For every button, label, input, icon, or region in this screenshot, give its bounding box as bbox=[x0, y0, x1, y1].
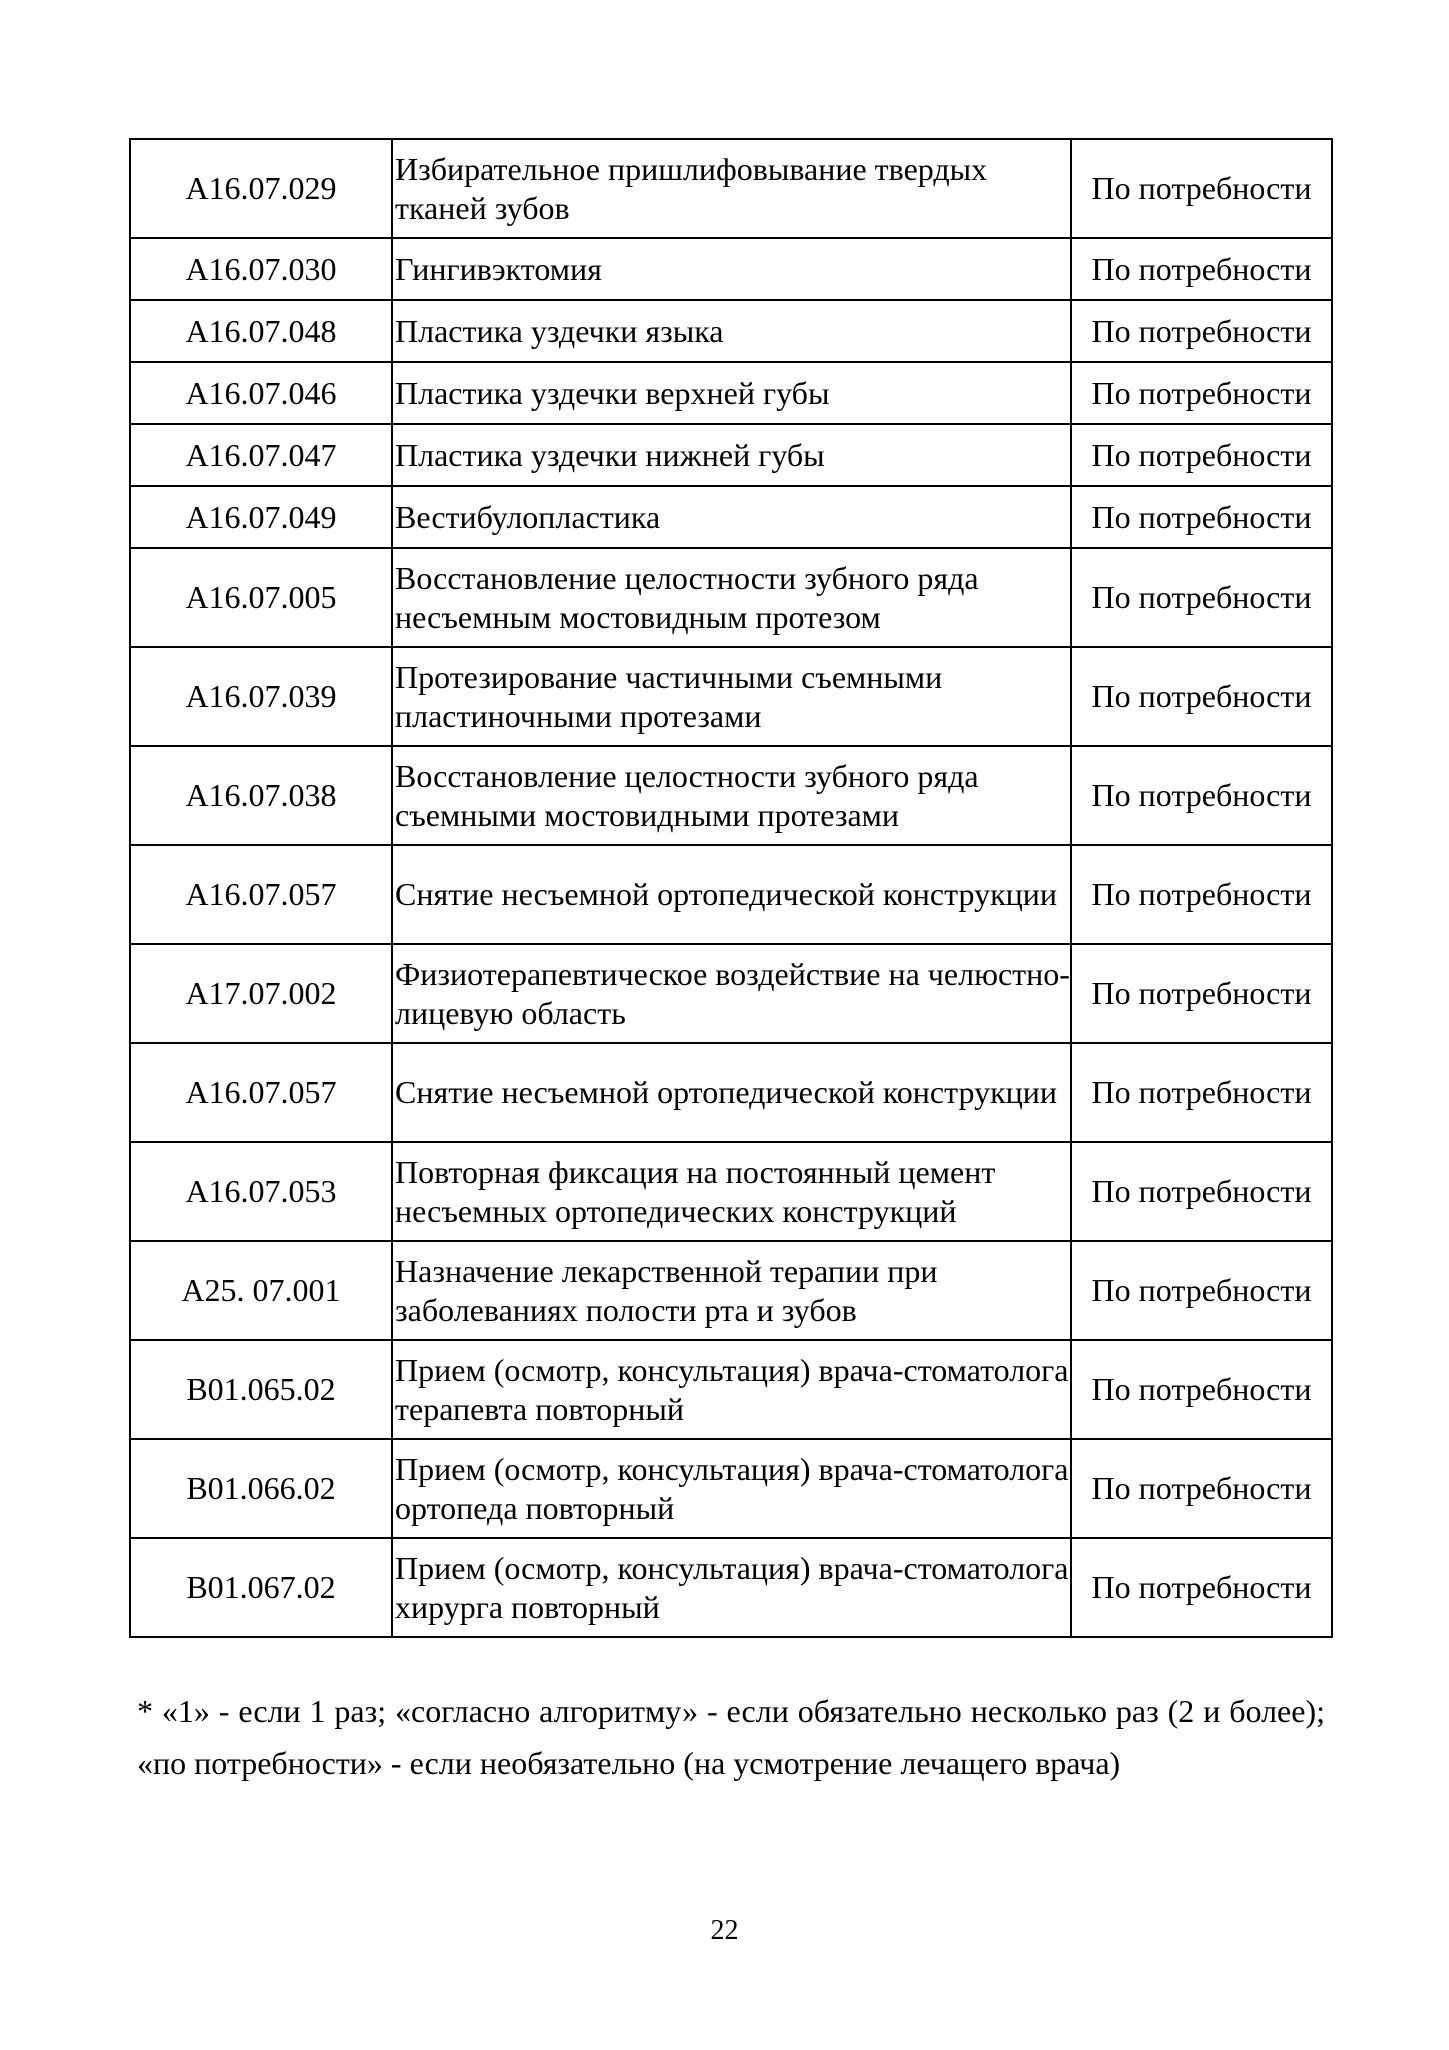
service-code-cell: A17.07.002 bbox=[130, 944, 392, 1043]
table-row bbox=[130, 238, 1332, 300]
table-row bbox=[130, 746, 1332, 845]
service-code-cell: A16.07.046 bbox=[130, 362, 392, 424]
service-name-cell: Снятие несъемной ортопедической конструкции bbox=[392, 845, 1071, 944]
footnote: * «1» - если 1 раз; «согласно алгоритму» - если обязательно несколько раз (2 и более); «по потребности» - если необязательно (на усмотрение лечащего врача) bbox=[137, 1693, 1325, 1781]
service-name-cell: Пластика уздечки нижней губы bbox=[392, 424, 1071, 486]
service-code-cell: B01.067.02 bbox=[130, 1538, 392, 1637]
services-table bbox=[129, 138, 1333, 1638]
service-code-cell: A16.07.039 bbox=[130, 647, 392, 746]
service-name-cell: Прием (осмотр, консультация) врача-стоматолога хирурга повторный bbox=[392, 1538, 1071, 1637]
table-row bbox=[130, 845, 1332, 944]
service-name-cell: Восстановление целостности зубного ряда несъемным мостовидным протезом bbox=[392, 548, 1071, 647]
frequency-cell: По потребности bbox=[1071, 486, 1332, 548]
service-name-cell: Избирательное пришлифовывание твердых тканей зубов bbox=[392, 139, 1071, 238]
service-name-cell: Снятие несъемной ортопедической конструкции bbox=[392, 1043, 1071, 1142]
service-name-cell: Пластика уздечки верхней губы bbox=[392, 362, 1071, 424]
service-code-cell: A16.07.030 bbox=[130, 238, 392, 300]
service-name-cell: Восстановление целостности зубного ряда съемными мостовидными протезами bbox=[392, 746, 1071, 845]
service-name-cell: Прием (осмотр, консультация) врача-стоматолога ортопеда повторный bbox=[392, 1439, 1071, 1538]
service-code-cell: A16.07.047 bbox=[130, 424, 392, 486]
table-row bbox=[130, 424, 1332, 486]
table-row bbox=[130, 1340, 1332, 1439]
table-row bbox=[130, 548, 1332, 647]
frequency-cell: По потребности bbox=[1071, 139, 1332, 238]
service-code-cell: A16.07.053 bbox=[130, 1142, 392, 1241]
frequency-cell: По потребности bbox=[1071, 1340, 1332, 1439]
service-name-cell: Прием (осмотр, консультация) врача-стоматолога терапевта повторный bbox=[392, 1340, 1071, 1439]
service-code-cell: A16.07.049 bbox=[130, 486, 392, 548]
frequency-cell: По потребности bbox=[1071, 845, 1332, 944]
table-row bbox=[130, 139, 1332, 238]
frequency-cell: По потребности bbox=[1071, 1043, 1332, 1142]
service-name-cell: Вестибулопластика bbox=[392, 486, 1071, 548]
service-code-cell: B01.066.02 bbox=[130, 1439, 392, 1538]
service-name-cell: Физиотерапевтическое воздействие на челюстно-лицевую область bbox=[392, 944, 1071, 1043]
service-code-cell: A16.07.057 bbox=[130, 845, 392, 944]
table-row bbox=[130, 362, 1332, 424]
service-name-cell: Протезирование частичными съемными пластиночными протезами bbox=[392, 647, 1071, 746]
service-code-cell: A16.07.048 bbox=[130, 300, 392, 362]
table-row bbox=[130, 1043, 1332, 1142]
table-row bbox=[130, 1439, 1332, 1538]
frequency-cell: По потребности bbox=[1071, 1142, 1332, 1241]
table-row bbox=[130, 1538, 1332, 1637]
frequency-cell: По потребности bbox=[1071, 362, 1332, 424]
service-name-cell: Пластика уздечки языка bbox=[392, 300, 1071, 362]
frequency-cell: По потребности bbox=[1071, 746, 1332, 845]
service-name-cell: Повторная фиксация на постоянный цемент несъемных ортопедических конструкций bbox=[392, 1142, 1071, 1241]
services-table-body bbox=[130, 139, 1332, 1637]
service-code-cell: A16.07.005 bbox=[130, 548, 392, 647]
service-code-cell: A16.07.038 bbox=[130, 746, 392, 845]
service-code-cell: A16.07.029 bbox=[130, 139, 392, 238]
service-code-cell: B01.065.02 bbox=[130, 1340, 392, 1439]
table-row bbox=[130, 944, 1332, 1043]
table-row bbox=[130, 486, 1332, 548]
service-name-cell: Назначение лекарственной терапии при заболеваниях полости рта и зубов bbox=[392, 1241, 1071, 1340]
service-name-cell: Гингивэктомия bbox=[392, 238, 1071, 300]
frequency-cell: По потребности bbox=[1071, 1241, 1332, 1340]
frequency-cell: По потребности bbox=[1071, 300, 1332, 362]
frequency-cell: По потребности bbox=[1071, 944, 1332, 1043]
table-row bbox=[130, 300, 1332, 362]
frequency-cell: По потребности bbox=[1071, 647, 1332, 746]
table-row bbox=[130, 1241, 1332, 1340]
frequency-cell: По потребности bbox=[1071, 548, 1332, 647]
page-number: 22 bbox=[710, 1915, 739, 1946]
frequency-cell: По потребности bbox=[1071, 1439, 1332, 1538]
table-row bbox=[130, 1142, 1332, 1241]
service-code-cell: A25. 07.001 bbox=[130, 1241, 392, 1340]
frequency-cell: По потребности bbox=[1071, 1538, 1332, 1637]
table-row bbox=[130, 647, 1332, 746]
frequency-cell: По потребности bbox=[1071, 424, 1332, 486]
frequency-cell: По потребности bbox=[1071, 238, 1332, 300]
service-code-cell: A16.07.057 bbox=[130, 1043, 392, 1142]
